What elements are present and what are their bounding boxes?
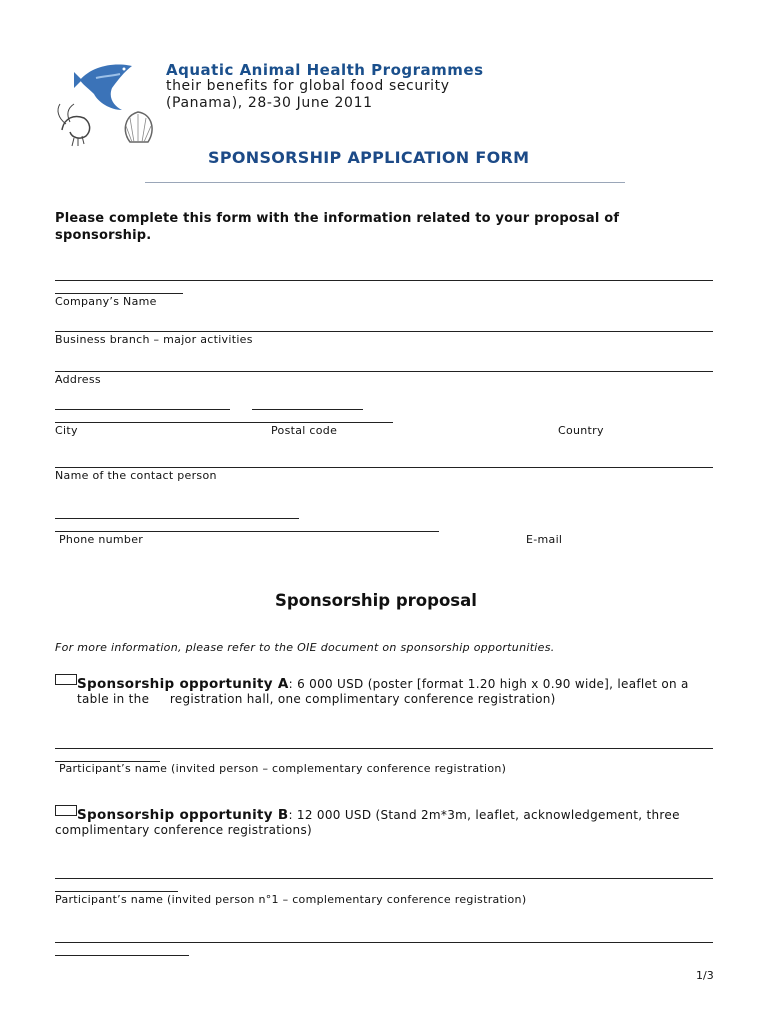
city-label: City: [55, 424, 78, 437]
proposal-note: For more information, please refer to the OIE document on sponsorship opportunities.: [55, 641, 555, 654]
option-b-participant-label: Participant’s name (invited person n°1 – complementary conference registration): [55, 893, 527, 906]
option-a-participant-label: Participant’s name (invited person – complementary conference registration): [59, 762, 507, 775]
company-name-underline: [55, 293, 183, 294]
option-a-label: Sponsorship opportunity A: [77, 676, 289, 692]
email-label: E-mail: [526, 533, 563, 546]
business-branch-field[interactable]: [55, 331, 713, 332]
postal-code-field[interactable]: [252, 409, 363, 410]
option-a-participant-field[interactable]: [55, 748, 713, 749]
event-subtitle: their benefits for global food security: [166, 78, 450, 94]
phone-label: Phone number: [59, 533, 144, 546]
event-logo: [52, 58, 162, 150]
email-field[interactable]: [55, 531, 439, 532]
form-title: SPONSORSHIP APPLICATION FORM: [208, 148, 530, 167]
intro-text-line2: sponsorship.: [55, 228, 152, 243]
contact-person-field[interactable]: [55, 467, 713, 468]
page-number: 1/3: [696, 969, 714, 982]
event-dates: (Panama), 28-30 June 2011: [166, 95, 373, 111]
option-b-line1: [77, 808, 680, 823]
option-a-description: : 6 000 USD (poster [format 1.20 high x 0.90 wide], leaflet on a: [288, 677, 689, 691]
option-a-checkbox[interactable]: [55, 674, 77, 685]
postal-code-label: Postal code: [271, 424, 338, 437]
option-b-participant-underline: [55, 891, 178, 892]
option-b-participant2-field[interactable]: [55, 942, 713, 943]
business-branch-label: Business branch – major activities: [55, 333, 253, 346]
event-title: Aquatic Animal Health Programmes: [166, 61, 484, 79]
title-divider: [145, 182, 625, 183]
contact-person-label: Name of the contact person: [55, 469, 217, 482]
country-field[interactable]: [55, 422, 393, 423]
option-b-participant-field[interactable]: [55, 878, 713, 879]
option-b-checkbox[interactable]: [55, 805, 77, 816]
option-b-line2: complimentary conference registrations): [55, 823, 312, 837]
option-b-label: Sponsorship opportunity B: [77, 807, 289, 823]
phone-field[interactable]: [55, 518, 299, 519]
fish-shell-logo-icon: [52, 58, 162, 150]
option-a-line2: table in the registration hall, one complimentary conference registration): [77, 692, 556, 706]
city-field[interactable]: [55, 409, 230, 410]
option-a-line1: [77, 677, 689, 692]
company-name-field[interactable]: [55, 280, 713, 281]
intro-text-line1: Please complete this form with the information related to your proposal of: [55, 211, 620, 226]
address-label: Address: [55, 373, 101, 386]
option-b-description: : 12 000 USD (Stand 2m*3m, leaflet, acknowledgement, three: [288, 808, 680, 822]
address-field[interactable]: [55, 371, 713, 372]
country-label: Country: [558, 424, 604, 437]
company-name-label: Company’s Name: [55, 295, 157, 308]
option-b-participant2-underline: [55, 955, 189, 956]
proposal-title: Sponsorship proposal: [275, 591, 477, 610]
